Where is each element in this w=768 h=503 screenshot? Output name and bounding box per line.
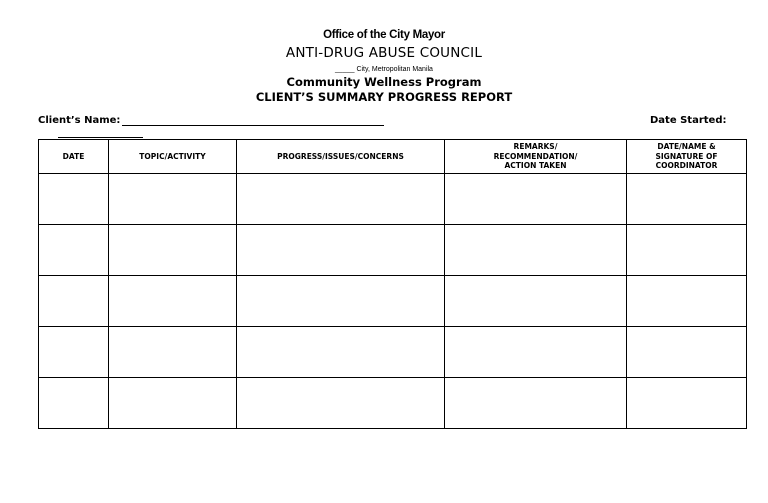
table-cell[interactable] (445, 225, 627, 276)
table-cell[interactable] (237, 225, 445, 276)
date-started-label: Date Started: (650, 115, 727, 126)
table-cell[interactable] (39, 378, 109, 429)
table-cell[interactable] (39, 225, 109, 276)
table-row (39, 327, 747, 378)
table-cell[interactable] (109, 327, 237, 378)
table-row (39, 174, 747, 225)
table-cell[interactable] (237, 174, 445, 225)
table-body (39, 174, 747, 429)
table-cell[interactable] (445, 378, 627, 429)
column-header-coordinator (627, 140, 747, 174)
table-cell[interactable] (627, 276, 747, 327)
table-cell[interactable] (445, 276, 627, 327)
table-cell[interactable] (627, 225, 747, 276)
column-header-progress-issues-concerns: PROGRESS/ISSUES/CONCERNS (237, 140, 445, 174)
table-cell[interactable] (445, 327, 627, 378)
table-cell[interactable] (39, 327, 109, 378)
table-cell[interactable] (627, 174, 747, 225)
office-title: Office of the City Mayor (323, 29, 445, 41)
table-cell[interactable] (109, 225, 237, 276)
table-cell[interactable] (109, 174, 237, 225)
table-header-row (39, 140, 747, 174)
client-name-field-continuation[interactable] (58, 137, 143, 138)
column-header-date: DATE (39, 140, 109, 174)
program-title: Community Wellness Program (286, 75, 482, 89)
table-cell[interactable] (237, 378, 445, 429)
table-cell[interactable] (39, 276, 109, 327)
column-header-remarks (445, 140, 627, 174)
table-cell[interactable] (109, 378, 237, 429)
table-row (39, 378, 747, 429)
table-cell[interactable] (39, 174, 109, 225)
table-row (39, 276, 747, 327)
council-title: ANTI-DRUG ABUSE COUNCIL (285, 45, 483, 61)
column-header-coordinator-text: DATE/NAME & SIGNATURE OF COORDINATOR (655, 142, 718, 171)
table-cell[interactable] (109, 276, 237, 327)
table-cell[interactable] (627, 327, 747, 378)
progress-table (38, 139, 747, 429)
table-row (39, 225, 747, 276)
client-name-label: Client’s Name: (38, 115, 121, 126)
report-title: CLIENT’S SUMMARY PROGRESS REPORT (255, 90, 513, 104)
column-header-topic-activity: TOPIC/ACTIVITY (109, 140, 237, 174)
table-cell[interactable] (445, 174, 627, 225)
table-cell[interactable] (627, 378, 747, 429)
table-cell[interactable] (237, 276, 445, 327)
client-name-field[interactable] (122, 125, 384, 126)
table-cell[interactable] (237, 327, 445, 378)
city-line: _____ City, Metropolitan Manila (335, 66, 433, 73)
column-header-remarks-text: REMARKS/ RECOMMENDATION/ ACTION TAKEN (493, 142, 578, 171)
